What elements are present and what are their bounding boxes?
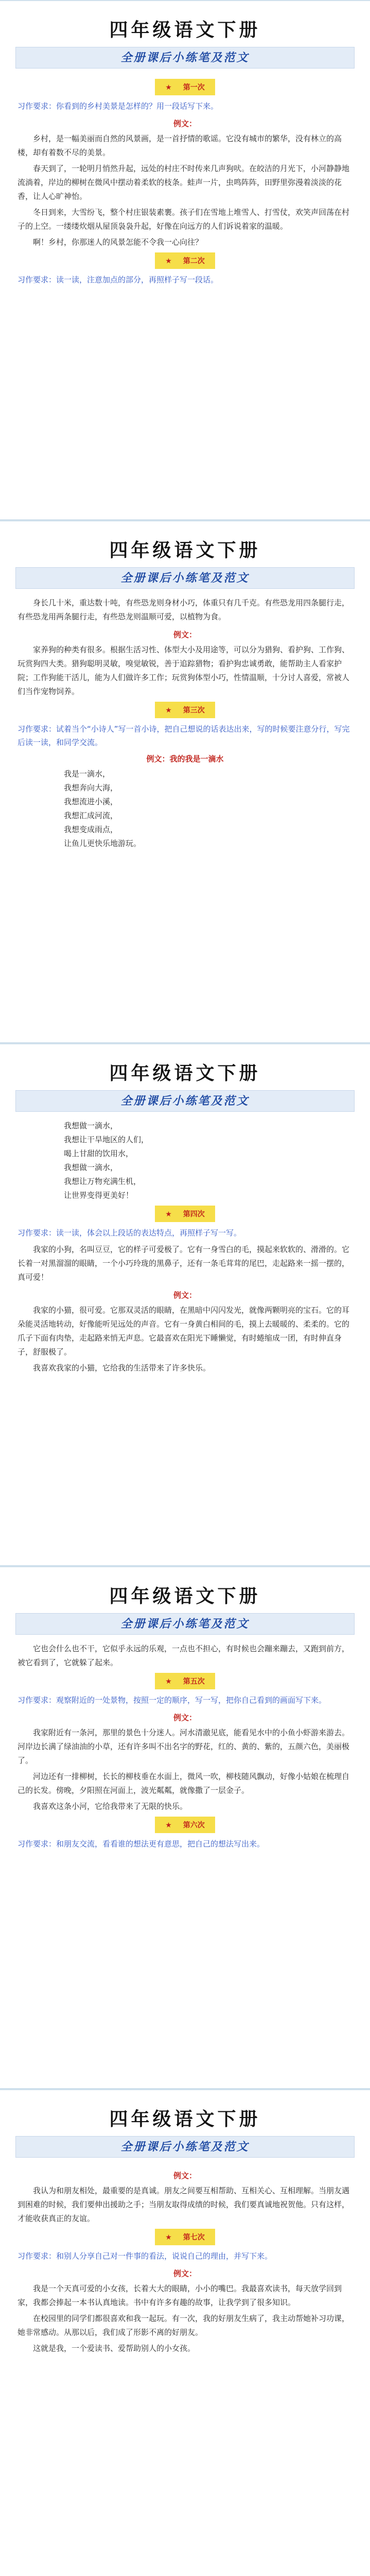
requirement-text: 习作要求：和别人分享自己对一件事的看法，说说自己的理由，并写下来。 bbox=[17, 2251, 273, 2261]
paragraph: 我家附近有一条河，那里的景色十分迷人。河水清澈见底，能看见水中的小鱼小虾游来游去。河岸边长满了绿油油的小草，还有许多叫不出名字的野花，红的、黄的、紫的，五颜六色，美丽极了。 bbox=[17, 1728, 350, 1765]
requirement-text: 习作要求：读一读，体会以上段话的表达特点，再照样子写一写。 bbox=[17, 1228, 242, 1238]
poem-line: 我想做一滴水， bbox=[64, 1121, 118, 1130]
section-tag: ★ 第三次 bbox=[17, 702, 353, 718]
paragraph: 它也会什么也不干，它似乎永远的乐观，一点也不担心，有时候也会蹦来蹦去，又跑到前方，被它看到了，它就躲了起来。 bbox=[17, 1644, 350, 1667]
star-icon: ★ bbox=[160, 1676, 177, 1687]
requirement-text: 习作要求：试着当个“小诗人”写一首小诗，把自己想说的话表达出来，写的时候要注意分行，写完后读一读，和同学交流。 bbox=[17, 724, 350, 747]
poem-line: 我是一滴水， bbox=[64, 769, 111, 778]
page-header bbox=[0, 1567, 370, 1635]
page-subtitle: 全册课后小练笔及范文 bbox=[15, 1090, 355, 1112]
example-label: 例文： bbox=[173, 1713, 197, 1722]
page-2 bbox=[0, 520, 370, 1043]
poem-line: 我想变成雨点， bbox=[64, 825, 118, 834]
page-subtitle: 全册课后小练笔及范文 bbox=[15, 2136, 355, 2158]
section-tag: ★ 第一次 bbox=[17, 79, 353, 95]
page-title: 四年级语文下册 bbox=[109, 2108, 261, 2130]
star-icon: ★ bbox=[160, 1209, 177, 1220]
paragraph: 家养狗的种类有很多。根据生活习性、体型大小及用途等，可以分为猎狗、看护狗、工作狗、玩赏狗四大类。猎狗聪明灵敏，嗅觉敏锐，善于追踪猎物；看护狗忠诚勇敢，能帮助主人看家护院；工作狗能干活儿，能为人们做许多工作；玩赏狗体型小巧，性情温顺，十分讨人喜爱，常被人们当作宠物饲养。 bbox=[17, 645, 350, 696]
poem-line: 我想汇成河流， bbox=[64, 811, 118, 820]
page-3 bbox=[0, 1043, 370, 1566]
paragraph: 我喜欢这条小河，它给我带来了无限的快乐。 bbox=[33, 1802, 188, 1811]
poem-line: 我想让万物充满生机， bbox=[64, 1177, 142, 1186]
poem-line: 让世界变得更美好！ bbox=[64, 1191, 134, 1200]
paragraph: 我家的小狗，名叫豆豆，它的样子可爱极了。它有一身雪白的毛，摸起来软软的、滑滑的。它长着一对黑溜溜的眼睛，一个小巧玲珑的黑鼻子，还有一条毛茸茸的尾巴，走起路来一摇一摆的，真可爱！ bbox=[17, 1245, 350, 1282]
paragraph: 我认为和朋友相处，最重要的是真诚。朋友之间要互相帮助、互相关心、互相理解。当朋友遇到困难的时候，我们要伸出援助之手；当朋友取得成绩的时候，我们要真诚地祝贺他。只有这样，才能收获真正的友谊。 bbox=[17, 2186, 350, 2223]
poem-line: 我想做一滴水， bbox=[64, 1163, 118, 1172]
requirement-text: 习作要求：观察附近的一处景物，按照一定的顺序，写一写，把你自己看到的画面写下来。 bbox=[17, 1696, 327, 1705]
page-5 bbox=[0, 2089, 370, 2576]
poem-line: 喝上甘甜的饮用水， bbox=[64, 1149, 134, 1158]
example-label: 例文： bbox=[173, 2269, 197, 2278]
example-label: 例文： bbox=[173, 1291, 197, 1300]
page-subtitle: 全册课后小练笔及范文 bbox=[15, 567, 355, 589]
requirement-text: 习作要求：和朋友交流，看看谁的想法更有意思，把自己的想法写出来。 bbox=[17, 1839, 265, 1849]
paragraph: 在校园里的同学们都很喜欢和我一起玩。有一次，我的好朋友生病了，我主动帮她补习功课，她非常感动。从那以后，我们成了形影不离的好朋友。 bbox=[17, 2314, 350, 2337]
page-title: 四年级语文下册 bbox=[109, 1585, 261, 1607]
paragraph: 啊！乡村，你那迷人的风景怎能不令我一心向往？ bbox=[33, 238, 203, 247]
star-icon: ★ bbox=[160, 705, 177, 716]
poem-line: 我想让干旱地区的人们， bbox=[64, 1135, 149, 1144]
requirement-text: 习作要求：读一读，注意加点的部分，再照样子写一段话。 bbox=[17, 275, 219, 284]
section-tag: ★ 第五次 bbox=[17, 1673, 353, 1689]
page-header bbox=[0, 2090, 370, 2158]
poem-line: 我想流进小溪， bbox=[64, 797, 118, 806]
example-label: 例文： bbox=[173, 630, 197, 639]
star-icon: ★ bbox=[160, 256, 177, 267]
page-title: 四年级语文下册 bbox=[109, 539, 261, 561]
page-header bbox=[0, 1044, 370, 1112]
page-content bbox=[0, 1112, 370, 1375]
star-icon: ★ bbox=[160, 1820, 177, 1831]
paragraph: 这就是我，一个爱读书、爱帮助别人的小女孩。 bbox=[33, 2344, 196, 2353]
paragraph: 我是一个天真可爱的小女孩，长着大大的眼睛，小小的嘴巴。我最喜欢读书，每天放学回到家，我都会捧起一本书认真地读。书中有许多有趣的故事，让我学到了很多知识。 bbox=[17, 2284, 342, 2307]
poem-line: 让鱼儿更快乐地游玩。 bbox=[64, 839, 142, 848]
star-icon: ★ bbox=[160, 2232, 177, 2243]
paragraph: 乡村，是一幅美丽而自然的风景画，是一首抒情的歌谣。它没有城市的繁华，没有林立的高楼，却有着数不尽的美景。 bbox=[17, 134, 342, 157]
page-content bbox=[0, 2158, 370, 2355]
example-label: 例文： bbox=[173, 119, 197, 128]
page-title: 四年级语文下册 bbox=[109, 1062, 261, 1084]
page-content bbox=[0, 589, 370, 851]
page-content bbox=[0, 1635, 370, 1851]
page-1 bbox=[0, 0, 370, 520]
paragraph: 我喜欢我家的小猫，它给我的生活带来了许多快乐。 bbox=[33, 1363, 211, 1372]
section-tag: ★ 第七次 bbox=[17, 2229, 353, 2245]
example-label: 例文： bbox=[173, 2171, 197, 2180]
star-icon: ★ bbox=[160, 82, 177, 93]
page-4 bbox=[0, 1566, 370, 2089]
section-tag: ★ 第六次 bbox=[17, 1817, 353, 1833]
paragraph: 河边还有一排柳树，长长的柳枝垂在水面上，微风一吹，柳枝随风飘动，好像小姑娘在梳理自己的长发。傍晚，夕阳照在河面上，波光粼粼，就像撒了一层金子。 bbox=[17, 1772, 350, 1795]
page-subtitle: 全册课后小练笔及范文 bbox=[15, 47, 355, 69]
page-header bbox=[0, 521, 370, 589]
paragraph: 身长几十米，重达数十吨，有些恐龙则身材小巧，体重只有几千克。有些恐龙用四条腿行走，有些恐龙用两条腿行走，有些恐龙则温顺可爱，以植物为食。 bbox=[17, 598, 350, 621]
section-tag: ★ 第四次 bbox=[17, 1206, 353, 1222]
paragraph: 冬日到来，大雪纷飞，整个村庄银装素裹。孩子们在雪地上堆雪人、打雪仗，欢笑声回荡在村子的上空。一缕缕炊烟从屋顶袅袅升起，好像在向远方的人们诉说着家的温暖。 bbox=[17, 208, 350, 231]
page-subtitle: 全册课后小练笔及范文 bbox=[15, 1613, 355, 1635]
page-header bbox=[0, 1, 370, 69]
page-title: 四年级语文下册 bbox=[109, 19, 261, 41]
poem-line: 我想奔向大海， bbox=[64, 783, 118, 792]
example-title: 例文：我的我是一滴水 bbox=[146, 754, 224, 764]
poem bbox=[17, 767, 353, 851]
section-tag: ★ 第二次 bbox=[17, 252, 353, 269]
paragraph: 我家的小猫，很可爱。它那双灵活的眼睛，在黑暗中闪闪发光，就像两颗明亮的宝石。它的耳朵能灵活地转动，好像能听见远处的声音。它有一身黄白相间的毛，摸上去暖暖的、柔柔的。它的爪子下面有肉垫，走起路来悄无声息。它最喜欢在阳光下睡懒觉，有时蜷缩成一团，有时伸直身子，舒服极了。 bbox=[17, 1306, 350, 1357]
paragraph: 春天到了，一轮明月悄然升起，远处的村庄不时传来几声狗吠。在皎洁的月光下，小河静静地流淌着，岸边的柳树在微风中摆动着柔软的枝条。蛙声一片，虫鸣阵阵，田野里弥漫着淡淡的花香，让人心旷神怡。 bbox=[17, 164, 350, 201]
poem bbox=[17, 1119, 353, 1202]
page-content bbox=[0, 69, 370, 286]
requirement-text: 习作要求：你看到的乡村美景是怎样的？用一段话写下来。 bbox=[17, 101, 219, 111]
